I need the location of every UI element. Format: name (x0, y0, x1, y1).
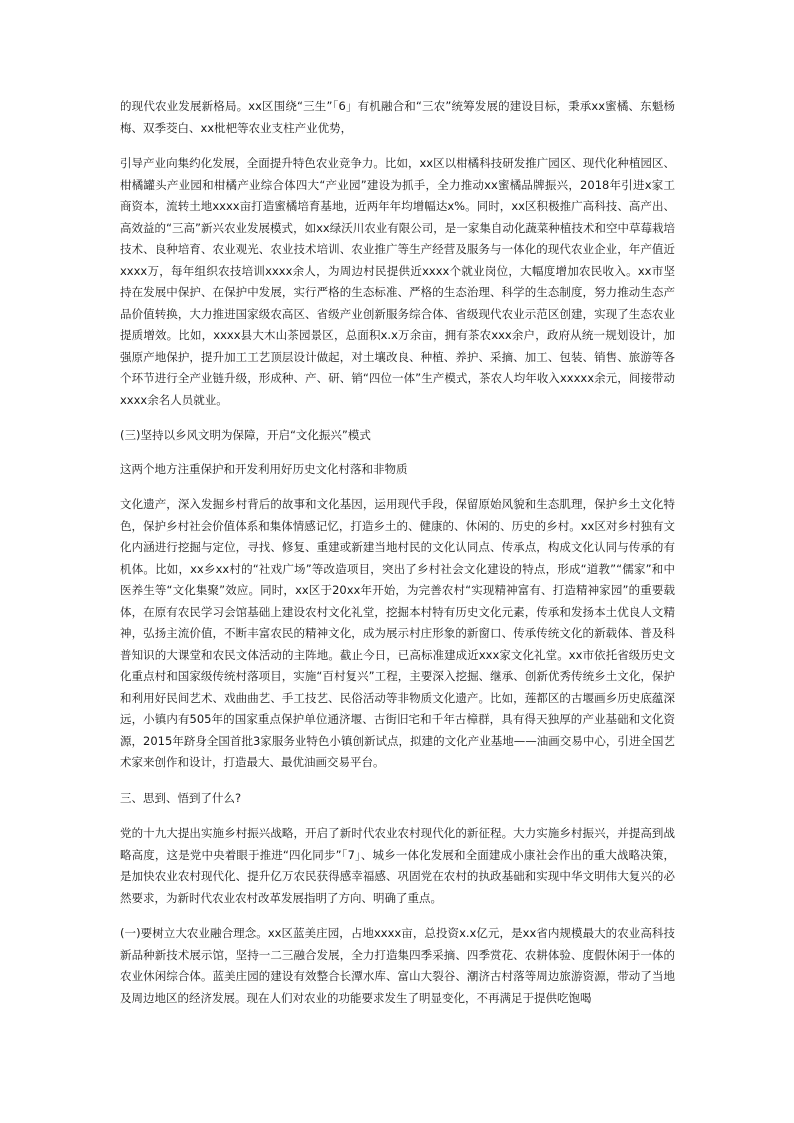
paragraph-4: 文化遗产，深入发掘乡村背后的故事和文化基因，运用现代手段，保留原始风貌和生态肌理，保护乡土文化特色，保护乡村社会价值体系和集体情感记忆，打造乡土的、健康的、休闲的、历史的乡村。xx区对乡村独有文化内涵进行挖掘与定位，寻找、修复、重建或新建当地村民的文化认同点、传承点，构成文化认同与传承的有机体。比如，xx乡xx村的“社戏广场”等改造项目，突出了乡村社会文化建设的特点，形成“道教”“儒家”和中医养生等“文化集聚”效应。同时，xx区于20xx年开始，为完善农村“实现精神富有、打造精神家园”的重要载体，在原有农民学习会馆基础上建设农村文化礼堂，挖掘本村特有历史文化元素，传承和发扬本土优良人文精神，弘扬主流价值，不断丰富农民的精神文化，成为展示村庄形象的新窗口、传承传统文化的新载体、普及科普知识的大课堂和农民文体活动的主阵地。截止今日，已高标准建成近xxx家文化礼堂。xx市依托省级历史文化重点村和国家级传统村落项目，实施“百村复兴”工程，主要深入挖掘、继承、创新优秀传统乡土文化，保护和利用好民间艺术、戏曲曲艺、手工技艺、民俗活动等非物质文化遗产。比如，莲都区的古堰画乡历史底蕴深远，小镇内有505年的国家重点保护单位通济堰、古街旧宅和千年古樟群，具有得天独厚的产业基础和文化资源，2015年跻身全国首批3家服务业特色小镇创新试点，拟建的文化产业基地——油画交易中心，引进全国艺术家来创作和设计，打造最大、最优油画交易平台。 (120, 497, 675, 769)
paragraph-5: 党的十九大提出实施乡村振兴战略，开启了新时代农业农村现代化的新征程。大力实施乡村振兴，并提高到战略高度，这是党中央着眼于推进“四化同步”「7」、城乡一体化发展和全面建成小康社会作出的重大战略决策，是加快农业农村现代化、提升亿万农民获得感幸福感、巩固党在农村的执政基础和实现中华文明伟大复兴的必然要求，为新时代农业农村改革发展指明了方向、明确了重点。 (120, 826, 675, 905)
document-page (120, 96, 675, 1009)
paragraph-1: 的现代农业发展新格局。xx区围绕“三生”「6」有机融合和“三农”统筹发展的建设目标，秉承xx蜜橘、东魁杨梅、双季茭白、xx枇杷等农业支柱产业优势， (120, 99, 675, 135)
paragraph-2: 引导产业向集约化发展，全面提升特色农业竞争力。比如，xx区以柑橘科技研发推广园区、现代化种植园区、柑橘罐头产业园和柑橘产业综合体四大“产业园”建设为抓手，全力推动xx蜜橘品牌振兴，2018年引进x家工商资本，流转土地xxxx亩打造蜜橘培育基地，近两年年均增幅达x%。同时，xx区积极推广高科技、高产出、高效益的“三高”新兴农业发展模式，如xx绿沃川农业有限公司，是一家集自动化蔬菜种植技术和空中草莓栽培技术、良种培育、农业观光、农业技术培训、农业推广等生产经营及服务与一体化的现代农业企业，年产值近xxxx万，每年组织农技培训xxxx余人，为周边村民提供近xxxx个就业岗位，大幅度增加农民收入。xx市坚持在发展中保护、在保护中发展，实行严格的生态标准、严格的生态治理、科学的生态制度，努力推动生态产品价值转换，大力推进国家级农高区、省级产业创新服务综合体、省级现代农业示范区创建，实现了生态农业提质增效。比如，xxxx县大木山茶园景区，总面积x.x万余亩，拥有茶农xxx余户，政府从统一规划设计，加强原产地保护，提升加工工艺顶层设计做起，对土壤改良、种植、养护、采摘、加工、包装、销售、旅游等各个环节进行全产业链升级，形成种、产、研、销“四位一体”生产模式，茶农人均年收入xxxxx余元，间接带动xxxx余名人员就业。 (120, 156, 675, 407)
chapter-heading: 三、思到、悟到了什么? (120, 790, 242, 805)
paragraph-3: 这两个地方注重保护和开发利用好历史文化村落和非物质 (120, 461, 408, 476)
section-heading-3: (三)坚持以乡风文明为保障，开启“文化振兴”模式 (120, 428, 371, 442)
paragraph-6: (一)要树立大农业融合理念。xx区蓝美庄园，占地xxxx亩，总投资x.x亿元，是xx省内规模最大的农业高科技新品种新技术展示馆，坚持一二三融合发展，全力打造集四季采摘、四季赏花、农耕体验、度假休闲于一体的农业休闲综合体。蓝美庄园的建设有效整合长潭水库、富山大裂谷、潮济古村落等周边旅游资源，带动了当地及周边地区的经济发展。现在人们对农业的功能要求发生了明显变化，不再满足于提供吃饱喝 (120, 926, 675, 1005)
